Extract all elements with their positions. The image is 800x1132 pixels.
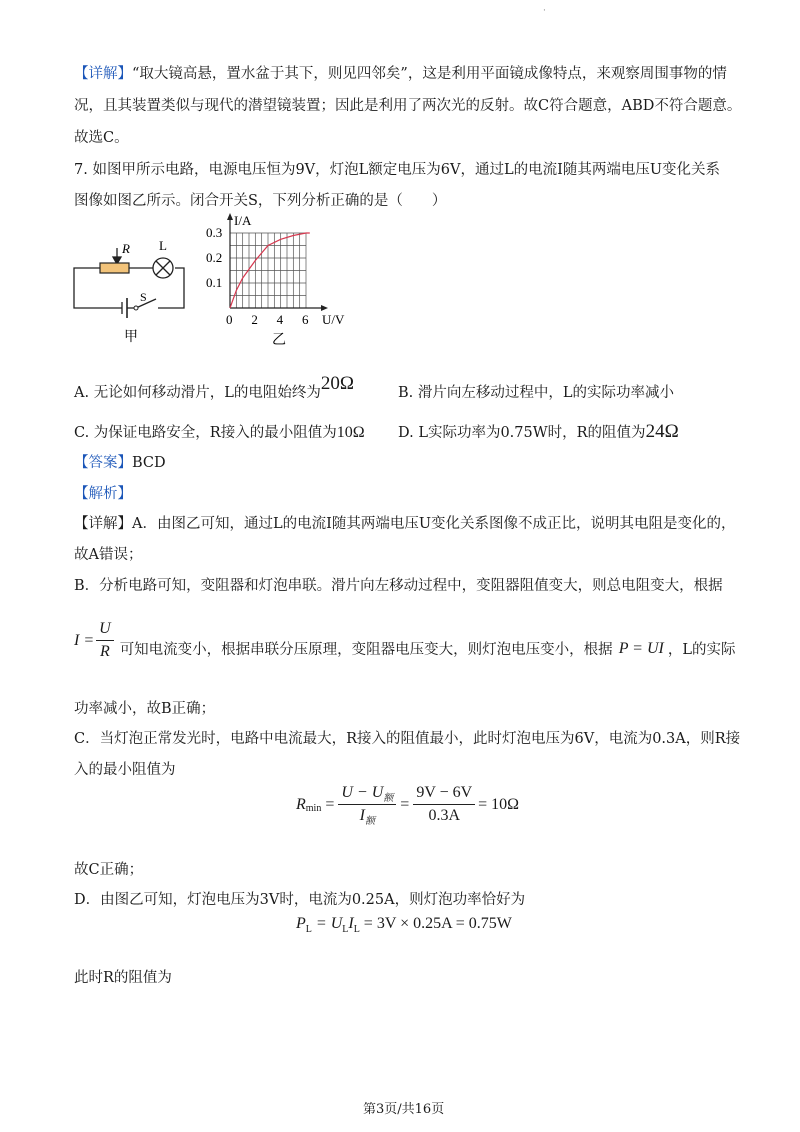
formula-den-1: I — [359, 807, 365, 824]
option-a-text: A. 无论如何移动滑片，L的电阻始终为 — [74, 385, 321, 401]
formula-i-sub: L — [353, 924, 360, 935]
formula-num-u: U — [96, 620, 114, 641]
x-tick-label: 0 — [226, 312, 233, 327]
formula-den-r: R — [100, 643, 110, 660]
formula-r-min: R min = $\frac{U - U_额}{I_额}$ = $\frac{9V - 6V}{0.3A}$ = 10Ω — [296, 784, 520, 827]
question-7-line2: 图像如图乙所示。闭合开关S，下列分析正确的是（ ） — [74, 193, 447, 209]
option-b: B. 滑片向左移动过程中，L的实际功率减小 — [398, 385, 675, 401]
switch-pivot — [134, 306, 138, 310]
x-axis-arrow — [321, 305, 328, 311]
page-footer: 第3页/共16页 — [363, 1102, 445, 1117]
formula-r: R — [296, 795, 306, 813]
caption-yi: 乙 — [272, 333, 286, 348]
option-c-text: C. 为保证电路安全，R接入的最小阻值为 — [74, 425, 337, 441]
y-tick-label: 0.3 — [206, 225, 223, 240]
label-R: R — [122, 241, 130, 256]
x-tick-label: 6 — [302, 312, 309, 327]
y-tick-label: 0.1 — [206, 275, 223, 290]
header-mark: · — [543, 6, 546, 16]
formula-num-1: U − U — [341, 784, 384, 801]
rheostat-body — [100, 263, 129, 273]
formula-den-2: 0.3A — [428, 807, 461, 824]
formula-r-sub: min — [305, 803, 322, 814]
x-tick-label: 4 — [276, 312, 284, 327]
detail-text-line1: “取大镜高悬，置水盆于其下，则见四邻矣”，这是利用平面镜成像特点，来观察周围事物的情 — [132, 66, 727, 82]
y-axis-arrow — [227, 213, 233, 220]
detail-a-line2: 故A错误； — [74, 547, 143, 563]
detail-d-line1: D．由图乙可知，灯泡电压为3V时，电流为0.25A，则灯泡功率恰好为 — [74, 892, 526, 908]
formula-p-sub: L — [305, 924, 312, 935]
formula-i-lhs: I = — [74, 631, 95, 649]
detail-tag: 【详解】 — [74, 66, 132, 82]
caption-jia: 甲 — [124, 330, 138, 345]
formula-i: I — [348, 915, 354, 932]
detail-c-line2: 入的最小阻值为 — [74, 762, 176, 778]
detail-text-line2: 况，且其装置类似与现代的潜望镜装置；因此是利用了两次光的反射。故C符合题意，ABD不符合题意。 — [74, 98, 742, 114]
formula-num-1-sub: 额 — [383, 793, 394, 804]
option-d-value: 24Ω — [645, 421, 679, 442]
formula-den-1-sub: 额 — [364, 816, 375, 827]
detail-b-mid: 可知电流变小，根据串联分压原理，变阻器电压变大，则灯泡电压变小，根据 — [119, 642, 613, 658]
answer-line — [74, 451, 166, 472]
label-L: L — [159, 238, 167, 253]
detail-a-line1: 【详解】A．由图乙可知，通过L的电流I随其两端电压U变化关系图像不成正比，说明其电阻是变化的， — [74, 516, 736, 532]
circuit-diagram — [66, 228, 206, 350]
detail-b-line3: 功率减小，故B正确； — [74, 701, 216, 717]
formula-p-ui: P = UI — [618, 639, 664, 657]
x-tick-label: 2 — [251, 312, 258, 327]
y-axis-label: I/A — [234, 213, 252, 228]
detail-b-line2 — [74, 620, 736, 661]
formula-rest: = 3V × 0.25A = 0.75W — [359, 915, 512, 932]
answer-value: BCD — [132, 455, 166, 471]
iu-graph — [200, 208, 360, 356]
detail-paragraph-1 — [74, 62, 727, 83]
question-7-line1: 7. 如图甲所示电路，电源电压恒为9V，灯泡L额定电压为6V，通过L的电流I随其两端电压U变化关系 — [74, 162, 721, 178]
option-d-text: D. L实际功率为0.75W时，R的阻值为 — [398, 425, 646, 441]
detail-b-line1: B．分析电路可知，变阻器和灯泡串联。滑片向左移动过程中，变阻器阻值变大，则总电阻变大，根据 — [74, 578, 723, 594]
formula-frac-1 — [338, 784, 396, 825]
formula-p: P — [296, 915, 306, 932]
answer-tag: 【答案】 — [74, 455, 132, 471]
formula-num-2: 9V − 6V — [413, 784, 475, 805]
detail-b-end: ，L的实际 — [667, 642, 736, 658]
label-S: S — [140, 290, 147, 304]
y-tick-label: 0.2 — [206, 250, 223, 265]
detail-c-line3: 故C正确； — [74, 862, 144, 878]
formula-eq-u: = U — [311, 915, 343, 932]
option-a-value: 20Ω — [320, 373, 354, 394]
option-d — [398, 421, 679, 443]
detail-c-line1: C．当灯泡正常发光时，电路中电流最大，R接入的阻值最小，此时灯泡电压为6V，电流为0.3A，则R接 — [74, 731, 741, 747]
analysis-tag: 【解析】 — [74, 486, 132, 502]
formula-u-sub: L — [342, 924, 349, 935]
formula-power — [296, 915, 512, 933]
formula-frac-2 — [413, 784, 475, 825]
option-c — [74, 421, 365, 442]
formula-result: = 10Ω — [478, 795, 520, 813]
x-axis-label: U/V — [322, 312, 345, 327]
formula-u-over-r — [96, 620, 114, 661]
option-a — [74, 373, 354, 403]
option-c-value: 10Ω — [336, 424, 365, 441]
detail-d-line2: 此时R的阻值为 — [74, 970, 172, 986]
detail-text-line3: 故选C。 — [74, 130, 129, 146]
